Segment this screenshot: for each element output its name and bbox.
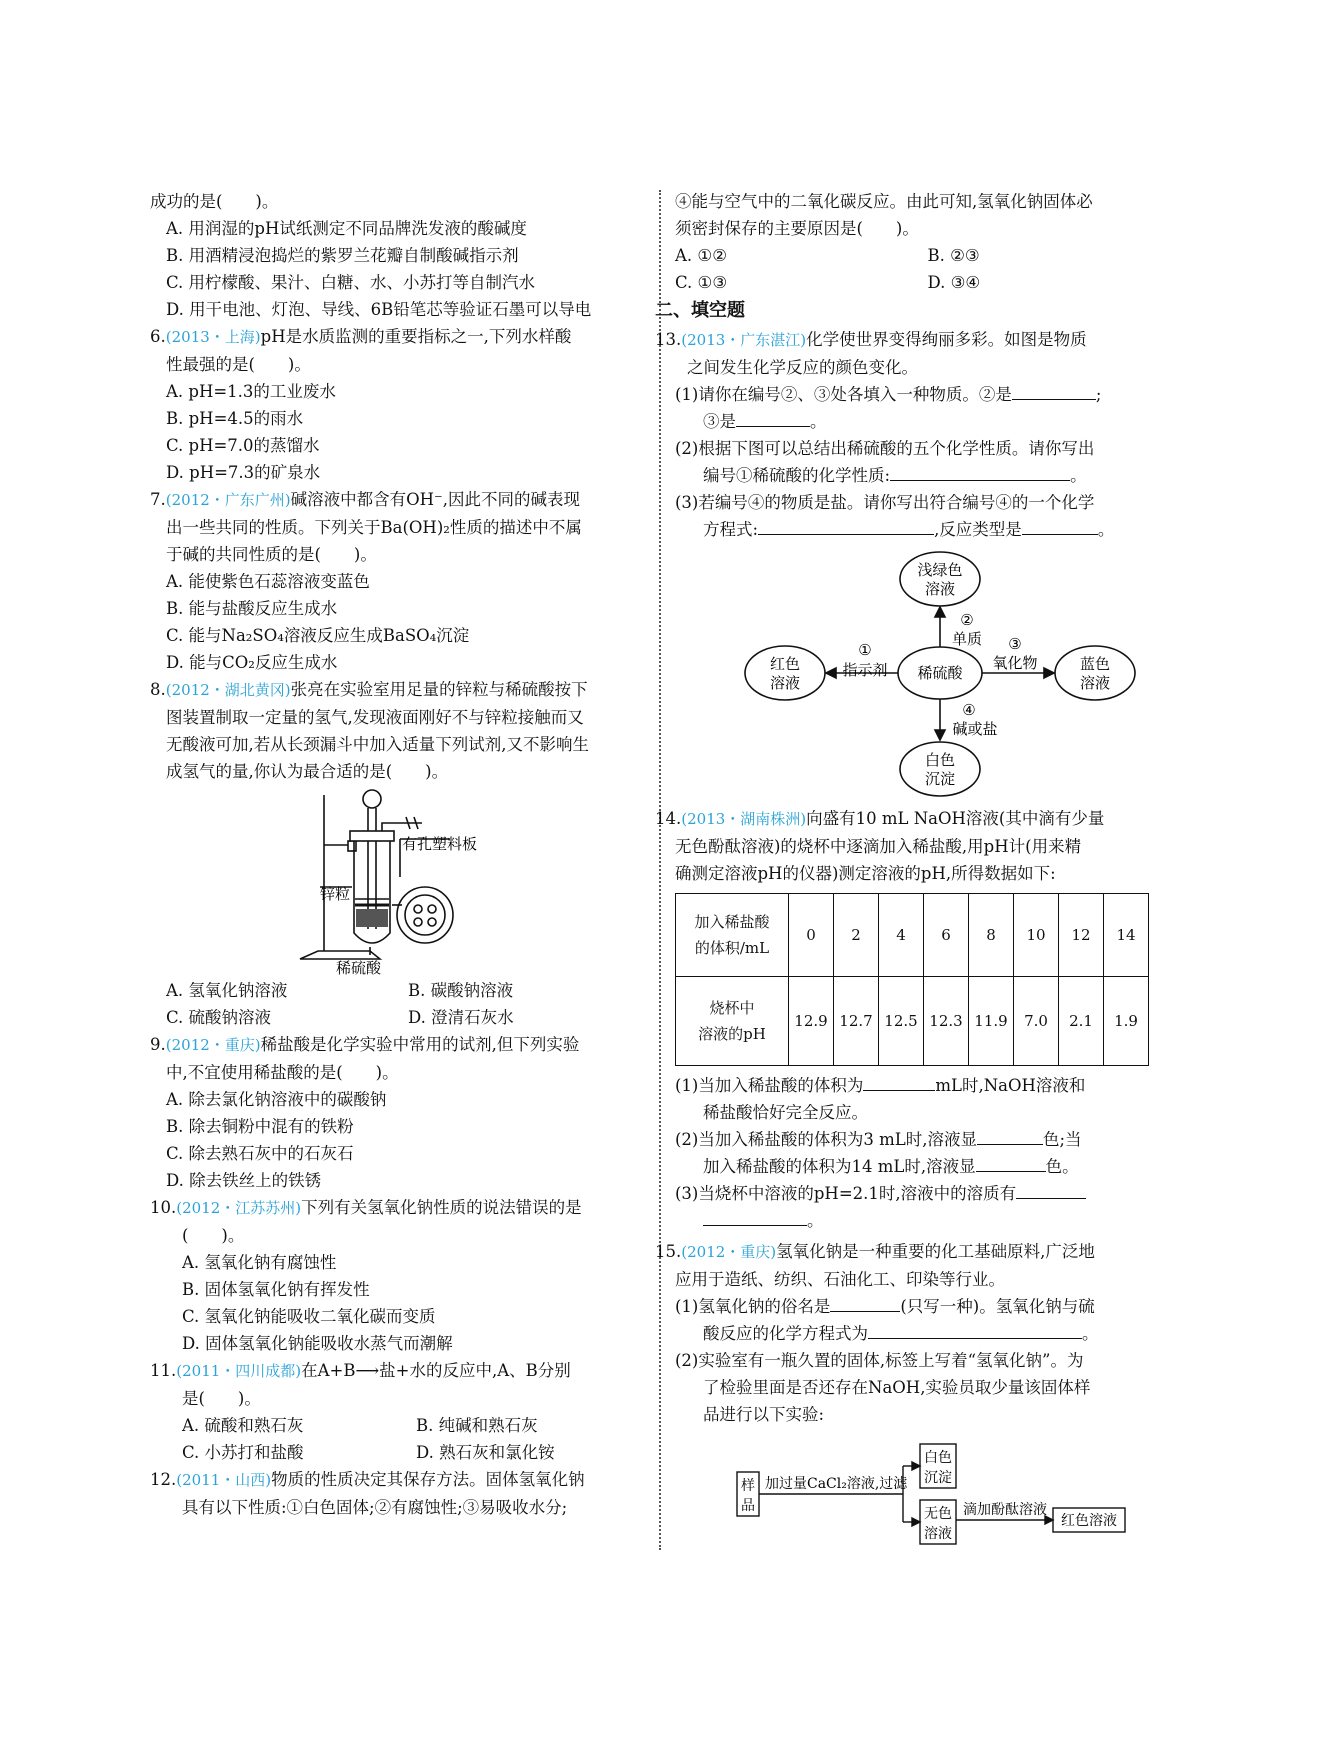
q14-number: 14. [655, 809, 682, 828]
q14-text-2: 无色酚酞溶液)的烧杯中逐滴加入稀盐酸,用pH计(用来精 [675, 837, 1082, 856]
q14-text-1: 向盛有10 mL NaOH溶液(其中滴有少量 [806, 809, 1105, 828]
node-right-line2: 溶液 [1079, 674, 1111, 692]
q13-part-2: (2)根据下图可以总结出稀硫酸的五个化学性质。请你写出 [675, 439, 1095, 458]
right-column [655, 188, 1180, 1550]
figure-label-zinc: 锌粒 [320, 885, 351, 903]
q8-text-3: 无酸液可加,若从长颈漏斗中加入适量下列试剂,又不影响生 [166, 735, 589, 754]
q13-stem [655, 326, 1180, 354]
q7-option-a: A. 能使紫色石蕊溶液变蓝色 [166, 572, 370, 591]
q13-blank-property[interactable] [890, 462, 1070, 481]
q10-option-d: D. 固体氢氧化钠能吸收水蒸气而潮解 [182, 1334, 453, 1353]
edge-4-label: 碱或盐 [952, 720, 998, 738]
q9-option-b: B. 除去铜粉中混有的铁粉 [166, 1117, 354, 1136]
q8-text-2: 图装置制取一定量的氢气,发现液面刚好不与锌粒接触而又 [166, 708, 584, 727]
q9-option-c: C. 除去熟石灰中的石灰石 [166, 1144, 354, 1163]
head-volume-line1: 加入稀盐酸 [694, 913, 770, 931]
q15-text-1: 氢氧化钠是一种重要的化工基础原料,广泛地 [776, 1242, 1095, 1261]
q13-blank-equation[interactable] [758, 516, 934, 535]
q11-option-c: C. 小苏打和盐酸 [182, 1443, 304, 1462]
ph-cell: 7.0 [1014, 977, 1059, 1066]
q14-blank-volume[interactable] [863, 1072, 935, 1091]
q12-cont-2: 须密封保存的主要原因是( )。 [675, 219, 919, 238]
q12-option-a: A. ①② [675, 246, 727, 265]
q15-part-2: (2)实验室有一瓶久置的固体,标签上写着“氢氧化钠”。为 [675, 1351, 1084, 1370]
q14-part-1-b-text: mL时,NaOH溶液和 [935, 1076, 1086, 1095]
q6-option-d: D. pH=7.3的矿泉水 [166, 463, 321, 482]
q15-blank-equation[interactable] [868, 1320, 1082, 1339]
q12-number: 12. [150, 1470, 177, 1489]
q13-blank-2[interactable] [1012, 381, 1096, 400]
q12-option-b: B. ②③ [927, 246, 980, 265]
q8-apparatus-figure [150, 787, 650, 977]
q7-number: 7. [150, 490, 166, 509]
q14-part-2-b-text: 色;当 [1042, 1130, 1082, 1149]
flow-clear-line1: 无色 [924, 1506, 952, 1522]
q12-options-row-1 [675, 242, 1180, 269]
q8-options-row-2 [150, 1004, 650, 1031]
q8-text-4: 成氢气的量,你认为最合适的是( )。 [166, 762, 449, 781]
q14-source: (2013・湖南株洲) [681, 810, 807, 828]
node-left-line2: 溶液 [769, 674, 801, 692]
q13-blank-type[interactable] [1022, 516, 1098, 535]
q13-reaction-diagram [675, 547, 1180, 799]
q12-source: (2011・山西) [176, 1471, 272, 1489]
q9-option-a: A. 除去氯化钠溶液中的碳酸钠 [166, 1090, 387, 1109]
q6-text-2: 性最强的是( )。 [166, 355, 311, 374]
q8-number: 8. [150, 680, 166, 699]
q15-part-1-c-text: 酸反应的化学方程式为 [703, 1324, 868, 1343]
q11-text-1: 在A+B⟶盐+水的反应中,A、B分别 [301, 1361, 571, 1380]
q12-stem [150, 1466, 650, 1494]
ph-cell: 12.7 [834, 977, 879, 1066]
q13-source: (2013・广东湛江) [681, 331, 807, 349]
q11-options-row-1 [150, 1412, 650, 1439]
q8-option-d: D. 澄清石灰水 [408, 1008, 514, 1027]
flow-clear-line2: 溶液 [924, 1526, 952, 1542]
q8-option-a: A. 氢氧化钠溶液 [166, 981, 288, 1000]
q9-source: (2012・重庆) [165, 1036, 261, 1054]
node-bottom-line2: 沉淀 [924, 770, 956, 788]
q5-option-d: D. 用干电池、灯泡、导线、6B铅笔芯等验证石墨可以导电 [166, 300, 592, 319]
q7-option-c: C. 能与Na₂SO₄溶液反应生成BaSO₄沉淀 [166, 626, 470, 645]
q14-blank-solute-cont[interactable] [703, 1207, 807, 1226]
head-volume-line2: 的体积/mL [694, 939, 770, 957]
edge-3-label: 氧化物 [992, 654, 1038, 672]
volume-cell: 2 [834, 894, 879, 977]
volume-cell: 6 [924, 894, 969, 977]
q14-text-3: 确测定溶液pH的仪器)测定溶液的pH,所得数据如下: [675, 864, 1056, 883]
q5-tail: 成功的是( )。 [150, 192, 279, 211]
q10-number: 10. [150, 1198, 177, 1217]
flow-step-1: 加过量CaCl₂溶液,过滤 [765, 1476, 908, 1492]
q14-part-2-text: (2)当加入稀盐酸的体积为3 mL时,溶液显 [675, 1130, 977, 1149]
q14-part-2-c-text: 加入稀盐酸的体积为14 mL时,溶液显 [703, 1157, 976, 1176]
q13-part-1: (1)请你在编号②、③处各填入一种物质。②是 ; [675, 381, 1180, 408]
q9-text-2: 中,不宜使用稀盐酸的是( )。 [166, 1063, 399, 1082]
q8-option-c: C. 硫酸钠溶液 [166, 1008, 272, 1027]
volume-cell: 12 [1059, 894, 1104, 977]
q9-text-1: 稀盐酸是化学实验中常用的试剂,但下列实验 [260, 1035, 580, 1054]
q13-number: 13. [655, 330, 682, 349]
q15-part-1 [675, 1293, 1180, 1320]
edge-2-number: ② [960, 611, 974, 629]
q5-option-c: C. 用柠檬酸、果汁、白糖、水、小苏打等自制汽水 [166, 273, 536, 292]
q7-option-d: D. 能与CO₂反应生成水 [166, 653, 338, 672]
node-top-line1: 浅绿色 [917, 561, 963, 579]
flow-white-line1: 白色 [924, 1450, 952, 1466]
q15-blank-common-name[interactable] [830, 1293, 900, 1312]
q6-option-b: B. pH=4.5的雨水 [166, 409, 304, 428]
q10-option-c: C. 氢氧化钠能吸收二氧化碳而变质 [182, 1307, 436, 1326]
volume-cell: 10 [1014, 894, 1059, 977]
q13-part-1-b: ③是 。 [675, 408, 1180, 435]
q8-option-b: B. 碳酸钠溶液 [408, 981, 514, 1000]
q14-part-3-b: 。 [675, 1207, 1180, 1234]
column-divider [659, 190, 661, 1550]
figure-label-acid: 稀硫酸 [336, 959, 382, 977]
q14-blank-color-1[interactable] [977, 1126, 1043, 1145]
volume-cell: 14 [1104, 894, 1149, 977]
q13-blank-3[interactable] [736, 408, 810, 427]
ph-cell: 11.9 [969, 977, 1014, 1066]
q6-stem [150, 323, 650, 351]
q10-stem [150, 1194, 650, 1222]
ph-cell: 12.9 [789, 977, 834, 1066]
node-left-line1: 红色 [769, 655, 801, 673]
q15-number: 15. [655, 1242, 682, 1261]
q6-option-c: C. pH=7.0的蒸馏水 [166, 436, 320, 455]
head-ph-line1: 烧杯中 [709, 999, 755, 1017]
q9-stem [150, 1031, 650, 1059]
q13-part-3-c-text: ,反应类型是 [934, 520, 1022, 539]
q5-option-b: B. 用酒精浸泡捣烂的紫罗兰花瓣自制酸碱指示剂 [166, 246, 519, 265]
q15-part-1-text: (1)氢氧化钠的俗名是 [675, 1297, 831, 1316]
q11-stem [150, 1357, 650, 1385]
q5-option-a: A. 用润湿的pH试纸测定不同品牌洗发液的酸碱度 [166, 219, 527, 238]
q12-text-1: 物质的性质决定其保存方法。固体氢氧化钠 [271, 1470, 585, 1489]
edge-1-number: ① [858, 641, 872, 659]
q12-option-d: D. ③④ [927, 273, 981, 292]
q13-part-2-b: 编号①稀硫酸的化学性质: 。 [675, 462, 1180, 489]
section-heading-fill-in: 二、填空题 [655, 300, 745, 321]
q14-part-3-text: (3)当烧杯中溶液的pH=2.1时,溶液中的溶质有 [675, 1184, 1017, 1203]
volume-cell: 8 [969, 894, 1014, 977]
q10-source: (2012・江苏苏州) [176, 1199, 302, 1217]
q7-text-1: 碱溶液中都含有OH⁻,因此不同的碱表现 [290, 490, 581, 509]
edge-3-number: ③ [1008, 635, 1022, 653]
q15-part-1-b-text: (只写一种)。氢氧化钠与硫 [900, 1297, 1095, 1316]
q13-part-1-text: (1)请你在编号②、③处各填入一种物质。②是 [675, 385, 1012, 404]
ph-cell: 12.5 [879, 977, 924, 1066]
q15-part-1-c: 酸反应的化学方程式为 。 [675, 1320, 1180, 1347]
table-head-volume [676, 894, 789, 977]
q6-source: (2013・上海) [165, 328, 261, 346]
q10-option-a: A. 氢氧化钠有腐蚀性 [182, 1253, 337, 1272]
q12-text-2: 具有以下性质:①白色固体;②有腐蚀性;③易吸收水分; [182, 1498, 568, 1517]
figure-label-plate: 有孔塑料板 [402, 835, 478, 853]
flow-sample-line1: 样 [741, 1478, 755, 1494]
q11-option-a: A. 硫酸和熟石灰 [182, 1416, 304, 1435]
table-row-volume [676, 894, 1149, 977]
q15-source: (2012・重庆) [681, 1243, 777, 1261]
q9-option-d: D. 除去铁丝上的铁锈 [166, 1171, 322, 1190]
q15-text-2: 应用于造纸、纺织、石油化工、印染等行业。 [675, 1270, 1005, 1289]
node-right-line1: 蓝色 [1079, 655, 1111, 673]
ph-cell: 12.3 [924, 977, 969, 1066]
left-column [150, 188, 650, 1521]
q6-number: 6. [150, 327, 166, 346]
q15-stem [655, 1238, 1180, 1266]
q14-data-table [675, 893, 1149, 1066]
q8-text-1: 张亮在实验室用足量的锌粒与稀硫酸按下 [290, 680, 588, 699]
flow-step-2: 滴加酚酞溶液 [963, 1502, 1047, 1518]
q14-part-1-c: 稀盐酸恰好完全反应。 [703, 1103, 868, 1122]
edge-1-label: 指示剂 [842, 661, 888, 679]
q13-part-3-b-text: 方程式: [703, 520, 759, 539]
q6-option-a: A. pH=1.3的工业废水 [166, 382, 336, 401]
ph-cell: 1.9 [1104, 977, 1149, 1066]
q14-blank-solute[interactable] [1016, 1180, 1086, 1199]
q10-text-1: 下列有关氢氧化钠性质的说法错误的是 [301, 1198, 582, 1217]
q11-text-2: 是( )。 [182, 1389, 261, 1408]
q11-options-row-2 [150, 1439, 650, 1466]
volume-cell: 0 [789, 894, 834, 977]
q12-options-row-2 [675, 269, 1180, 296]
q15-part-2-c: 品进行以下实验: [703, 1405, 825, 1424]
head-ph-line2: 溶液的pH [698, 1025, 766, 1043]
q12-option-c: C. ①③ [675, 273, 728, 292]
q14-blank-color-2[interactable] [976, 1153, 1046, 1172]
table-head-ph [676, 977, 789, 1066]
q14-part-1-text: (1)当加入稀盐酸的体积为 [675, 1076, 864, 1095]
q14-part-2-c [675, 1153, 1180, 1180]
q13-text-1: 化学使世界变得绚丽多彩。如图是物质 [806, 330, 1087, 349]
q7-source: (2012・广东广州) [165, 491, 291, 509]
edge-2-label: 单质 [951, 630, 983, 648]
q8-options-row-1 [150, 977, 650, 1004]
node-center: 稀硫酸 [917, 664, 963, 682]
q11-source: (2011・四川成都) [176, 1362, 302, 1380]
table-row-ph [676, 977, 1149, 1066]
q8-stem [150, 676, 650, 704]
q13-part-1-b-text: ③是 [703, 412, 736, 431]
q13-part-3-b: 方程式: ,反应类型是 。 [675, 516, 1180, 543]
q13-text-2: 之间发生化学反应的颜色变化。 [687, 358, 918, 377]
flow-sample-line2: 品 [741, 1498, 755, 1514]
q14-stem [655, 805, 1180, 833]
q13-part-3: (3)若编号④的物质是盐。请你写出符合编号④的一个化学 [675, 493, 1095, 512]
q12-cont-1: ④能与空气中的二氧化碳反应。由此可知,氢氧化钠固体必 [675, 192, 1093, 211]
q11-number: 11. [150, 1361, 177, 1380]
edge-4-number: ④ [962, 701, 976, 719]
q14-part-3 [675, 1180, 1180, 1207]
q7-option-b: B. 能与盐酸反应生成水 [166, 599, 338, 618]
q15-part-2-b: 了检验里面是否还存在NaOH,实验员取少量该固体样 [703, 1378, 1091, 1397]
node-bottom-line1: 白色 [924, 751, 956, 769]
q7-text-3: 于碱的共同性质的是( )。 [166, 545, 377, 564]
q10-option-b: B. 固体氢氧化钠有挥发性 [182, 1280, 370, 1299]
q14-part-1 [675, 1072, 1180, 1099]
q7-stem [150, 486, 650, 514]
node-top-line2: 溶液 [924, 580, 956, 598]
q8-source: (2012・湖北黄冈) [165, 681, 291, 699]
q15-flowchart [675, 1440, 1180, 1550]
q7-text-2: 出一些共同的性质。下列关于Ba(OH)₂性质的描述中不属 [166, 518, 582, 537]
volume-cell: 4 [879, 894, 924, 977]
q6-text-1: pH是水质监测的重要指标之一,下列水样酸 [260, 327, 572, 346]
flow-white-line2: 沉淀 [924, 1470, 952, 1486]
q11-option-b: B. 纯碱和熟石灰 [416, 1416, 538, 1435]
flow-result: 红色溶液 [1061, 1513, 1117, 1529]
q14-part-2-d-text: 色。 [1045, 1157, 1079, 1176]
q14-part-2 [675, 1126, 1180, 1153]
q11-option-d: D. 熟石灰和氯化铵 [416, 1443, 555, 1462]
q9-number: 9. [150, 1035, 166, 1054]
q13-part-2-b-text: 编号①稀硫酸的化学性质: [703, 466, 891, 485]
q10-text-2: ( )。 [182, 1226, 245, 1245]
ph-cell: 2.1 [1059, 977, 1104, 1066]
